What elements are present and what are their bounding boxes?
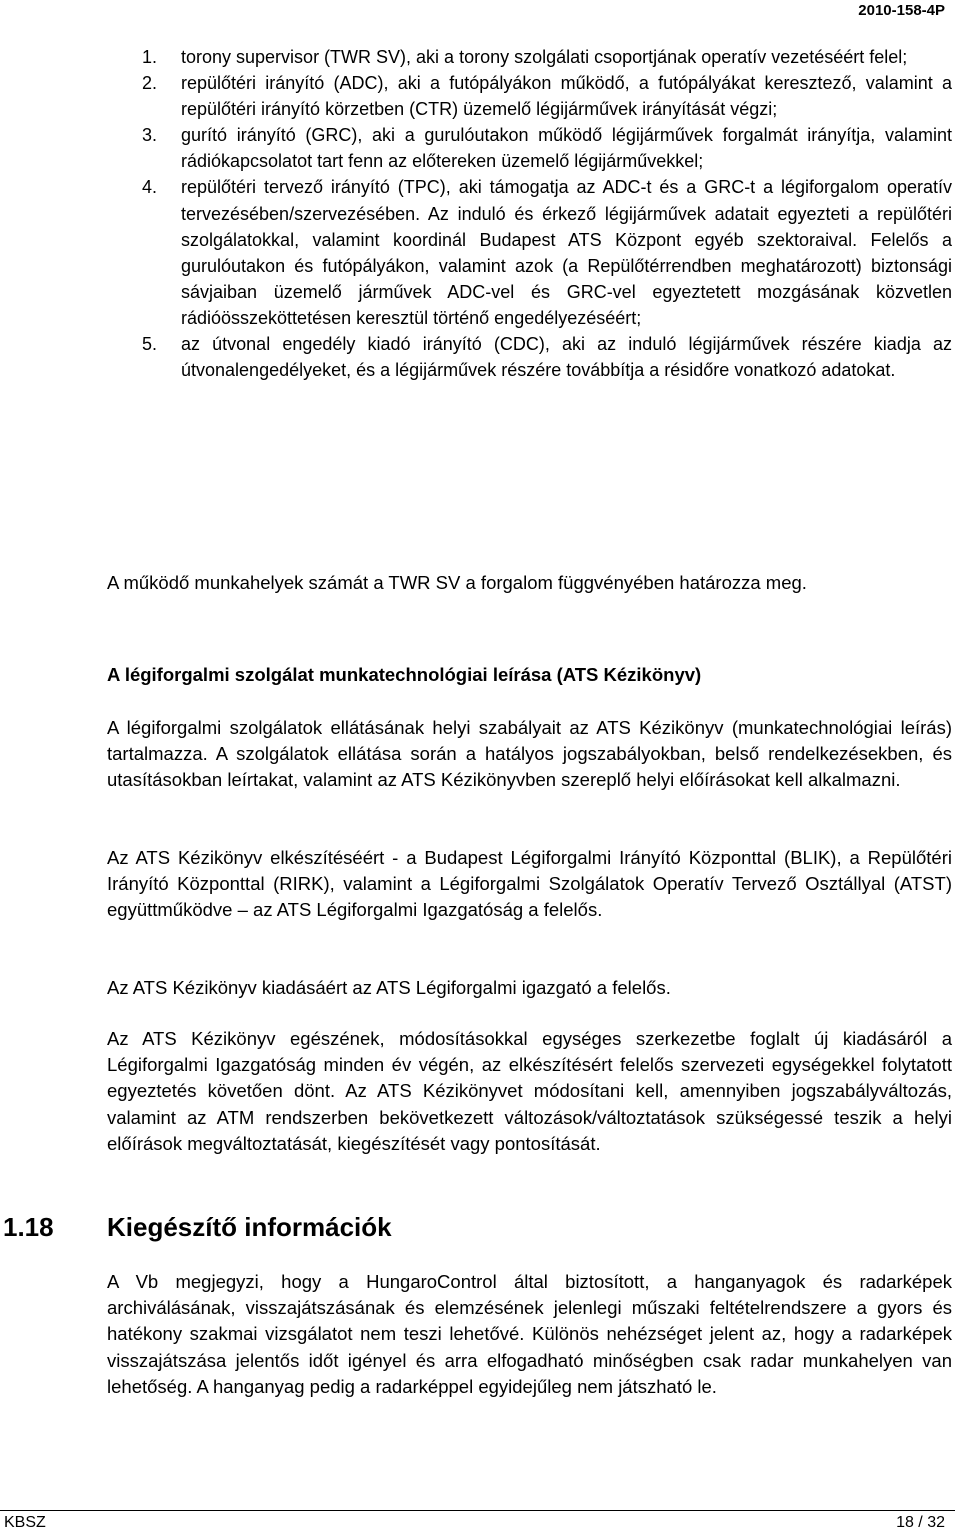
list-item-text: repülőtéri irányító (ADC), aki a futópályákon működő, a futópályákat keresztező, valamint a repülőtéri irányító körzetben (CTR) üzemelő légijárművek irányítását végzi; bbox=[181, 73, 952, 120]
list-item bbox=[136, 70, 952, 122]
list-item bbox=[136, 44, 952, 70]
ats-manual-responsibility-paragraph: Az ATS Kézikönyv elkészítéséért - a Budapest Légiforgalmi Irányító Központtal (BLIK), a Repülőtéri Irányító Központtal (RIRK), valamint a Légiforgalmi Szolgálatok Operatív Tervező Osztállyal (ATST) együttműködve – az ATS Légiforgalmi Igazgatóság a felelős. bbox=[107, 847, 952, 921]
section-title: Kiegészítő információk bbox=[107, 1212, 392, 1242]
footer-organization: KBSZ bbox=[4, 1514, 46, 1531]
list-item-number: 4. bbox=[142, 177, 158, 198]
list-item-number: 3. bbox=[142, 125, 158, 146]
list-item-text: torony supervisor (TWR SV), aki a torony szolgálati csoportjának operatív vezetéséért felel; bbox=[181, 47, 908, 67]
list-item-text: gurító irányító (GRC), aki a gurulóutakon működő légijárművek forgalmát irányítja, valamint rádiókapcsolatot tart fenn az előtereken üzemelő légijárművekkel; bbox=[181, 125, 952, 172]
section-body-paragraph: A Vb megjegyzi, hogy a HungaroControl által biztosított, a hanganyagok és radarképek archiválásának, visszajátszásának és elemzésének jelenlegi műszaki feltételrendszere a gyors és hatékony szakmai vizsgálatot nem teszi lehetővé. Különös nehézséget jelent az, hogy a radarképek visszajátszása jelentős időt igényel és arra elfogadható minőségben csak radar munkahelyen van lehetőség. A hanganyag pedig a radarképpel egyidejűleg nem játszható le. bbox=[107, 1271, 952, 1397]
ats-manual-revision-paragraph: Az ATS Kézikönyv egészének, módosításokkal egységes szerkezetbe foglalt új kiadásáról a Légiforgalmi Igazgatóság minden év végén, az elkészítésért felelős szervezeti egységekkel folytatott egyeztetés követően dönt. Az ATS Kézikönyvet módosítani kell, amennyiben jogszabályváltozás, valamint az ATM rendszerben bekövetkezett változások/változtatások szükségessé teszik a helyi előírások megváltoztatását, kiegészítését vagy pontosítását. bbox=[107, 1028, 952, 1154]
list-item-number: 1. bbox=[142, 47, 158, 67]
footer-divider bbox=[0, 1510, 955, 1511]
role-list bbox=[136, 44, 952, 383]
list-item-number: 5. bbox=[142, 334, 158, 355]
ats-manual-subheading: A légiforgalmi szolgálat munkatechnológiai leírása (ATS Kézikönyv) bbox=[107, 664, 702, 685]
ats-manual-rules-paragraph: A légiforgalmi szolgálatok ellátásának helyi szabályait az ATS Kézikönyv (munkatechnológiai leírás) tartalmazza. A szolgálatok ellátása során a hatályos jogszabályokban, belső rendelkezésekben, és utasításokban leírtakat, valamint az ATS Kézikönyvben szereplő helyi előírásokat kell alkalmazni. bbox=[107, 717, 952, 791]
list-item-number: 2. bbox=[142, 73, 158, 94]
page-number: 18 / 32 bbox=[896, 1514, 945, 1531]
ats-manual-issue-paragraph: Az ATS Kézikönyv kiadásáért az ATS Légiforgalmi igazgató a felelős. bbox=[107, 977, 671, 998]
list-item bbox=[136, 122, 952, 174]
list-item bbox=[136, 174, 952, 331]
document-code: 2010-158-4P bbox=[858, 2, 945, 19]
section-number: 1.18 bbox=[3, 1212, 54, 1242]
list-item-text: az útvonal engedély kiadó irányító (CDC), aki az induló légijárművek részére kiadja az útvonalengedélyeket, és a légijárművek részére továbbítja a résidőre vonatkozó adatokat. bbox=[181, 334, 952, 381]
workstation-count-paragraph: A működő munkahelyek számát a TWR SV a forgalom függvényében határozza meg. bbox=[107, 572, 807, 593]
list-item bbox=[136, 331, 952, 383]
list-item-text: repülőtéri tervező irányító (TPC), aki támogatja az ADC-t és a GRC-t a légiforgalom operatív tervezésében/szervezésében. Az induló és érkező légijárművek adatait egyezteti a repülőtéri szolgálatokkal, valamint koordinál Budapest ATS Központ egyéb szektoraival. Felelős a gurulóutakon és futópályákon, valamint azok (a Repülőtérrendben meghatározott) biztonsági sávjaiban üzemelő járművek ADC-vel és GRC-vel egyeztetett mozgásának közvetlen rádióösszeköttetésen keresztül történő engedélyezéséért; bbox=[181, 177, 952, 328]
